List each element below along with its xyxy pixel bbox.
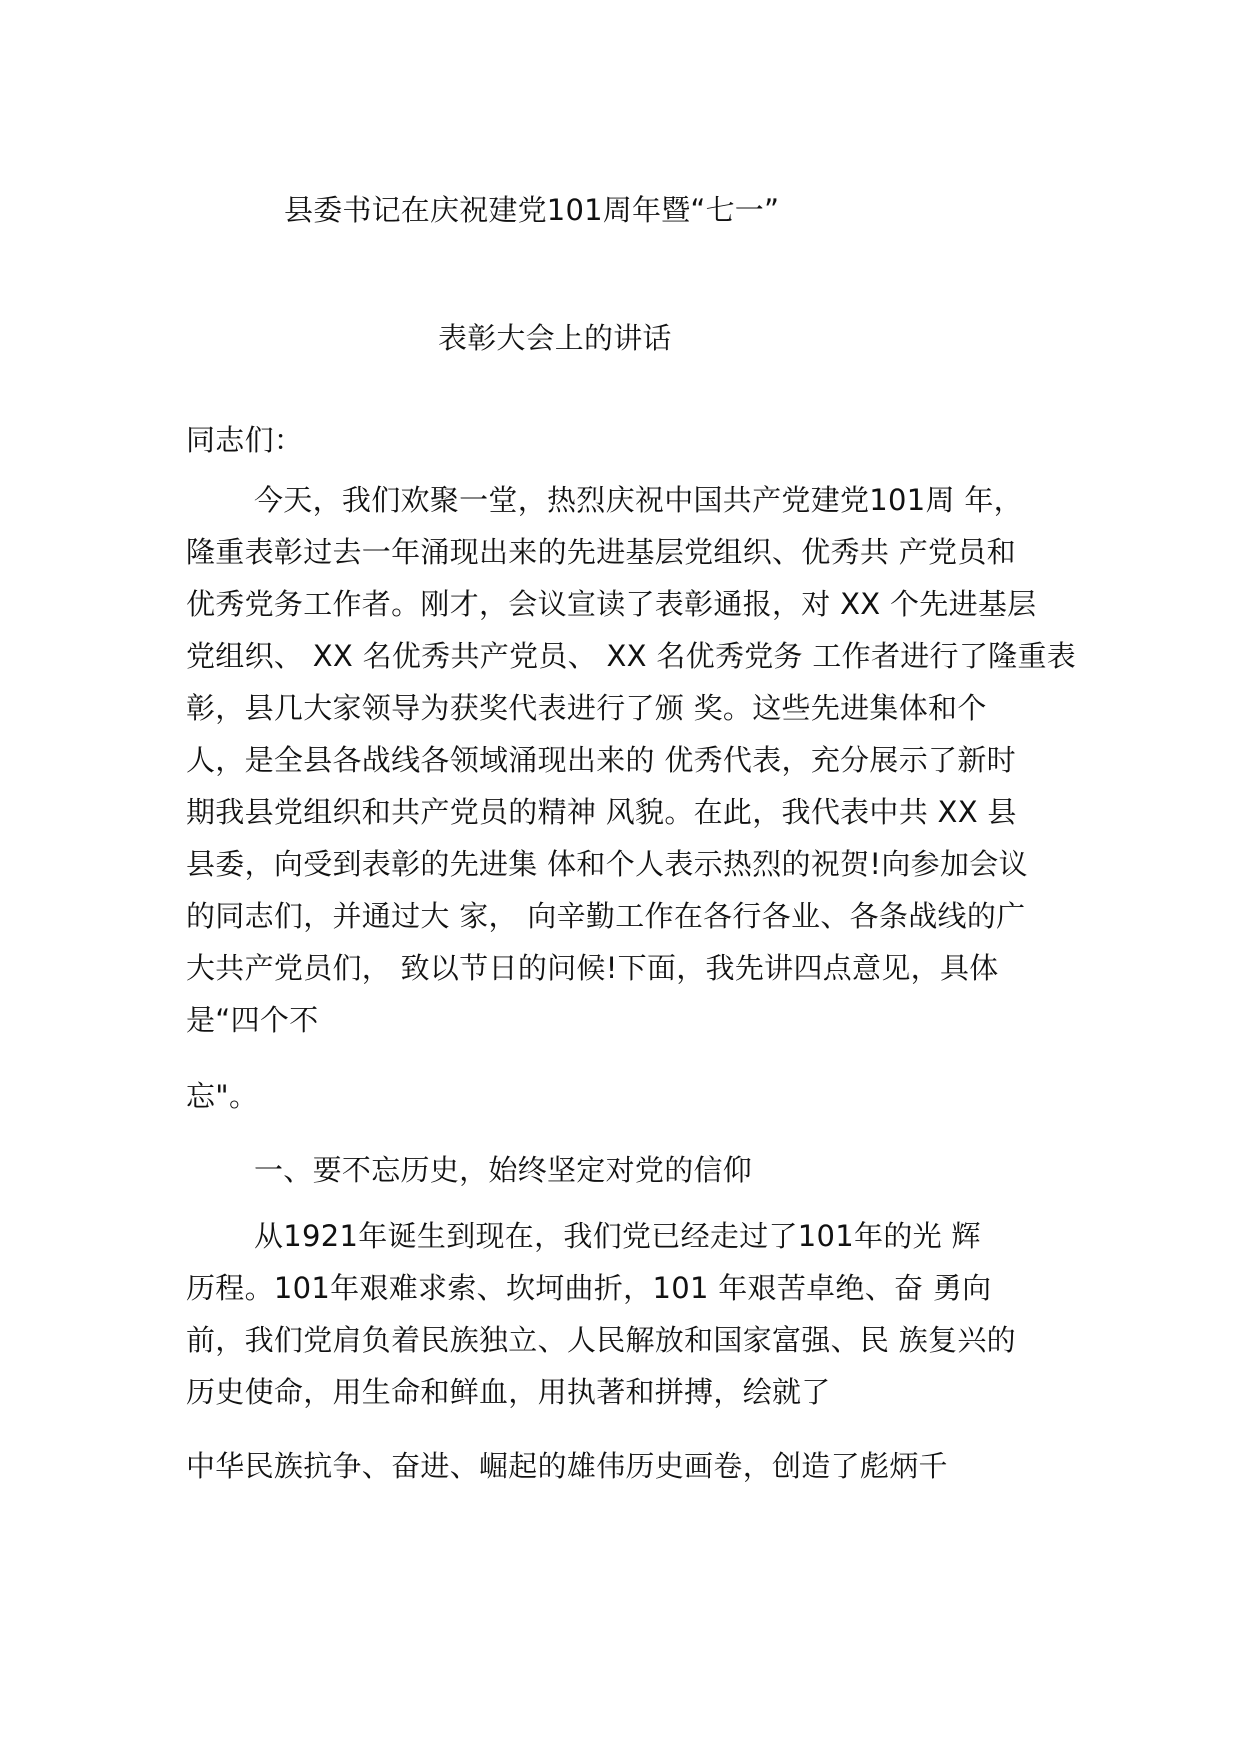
body-line: 隆重表彰过去一年涌现出来的先进基层党组织、优秀共 产党员和 [186, 535, 1016, 569]
body-line: 中华民族抗争、奋进、崛起的雄伟历史画卷，创造了彪炳千 [186, 1449, 948, 1483]
body-line: 忘"。 [186, 1079, 259, 1113]
body-line: 党组织、 XX 名优秀共产党员、 XX 名优秀党务 工作者进行了隆重表 [186, 639, 1077, 673]
body-line: 大共产党员们， 致以节日的问候!下面，我先讲四点意见，具体 [186, 951, 999, 985]
body-line: 期我县党组织和共产党员的精神 风貌。在此，我代表中共 XX 县 [186, 795, 1017, 829]
body-line: 优秀党务工作者。刚才，会议宣读了表彰通报，对 XX 个先进基层 [186, 587, 1037, 621]
body-line: 是“四个不 [186, 1003, 319, 1037]
title-line-2: 表彰大会上的讲话 [438, 321, 672, 355]
body-line: 历程。101年艰难求索、坎坷曲折，101 年艰苦卓绝、奋 勇向 [186, 1271, 992, 1305]
body-line: 从1921年诞生到现在，我们党已经走过了101年的光 辉 [254, 1219, 981, 1253]
body-line: 今天，我们欢聚一堂，热烈庆祝中国共产党建党101周 年， [254, 483, 1023, 517]
body-line: 人，是全县各战线各领域涌现出来的 优秀代表，充分展示了新时 [186, 743, 1016, 777]
body-line: 县委，向受到表彰的先进集 体和个人表示热烈的祝贺!向参加会议 [186, 847, 1028, 881]
salutation: 同志们： [186, 423, 304, 457]
section-heading: 一、要不忘历史，始终坚定对党的信仰 [254, 1153, 753, 1187]
body-line: 的同志们，并通过大 家， 向辛勤工作在各行各业、各条战线的广 [186, 899, 1026, 933]
body-line: 前，我们党肩负着民族独立、人民解放和国家富强、民 族复兴的 [186, 1323, 1016, 1357]
body-line: 彰，县几大家领导为获奖代表进行了颁 奖。这些先进集体和个 [186, 691, 987, 725]
title-line-1: 县委书记在庆祝建党101周年暨“七一” [284, 193, 780, 227]
body-line: 历史使命，用生命和鲜血，用执著和拼搏，绘就了 [186, 1375, 831, 1409]
